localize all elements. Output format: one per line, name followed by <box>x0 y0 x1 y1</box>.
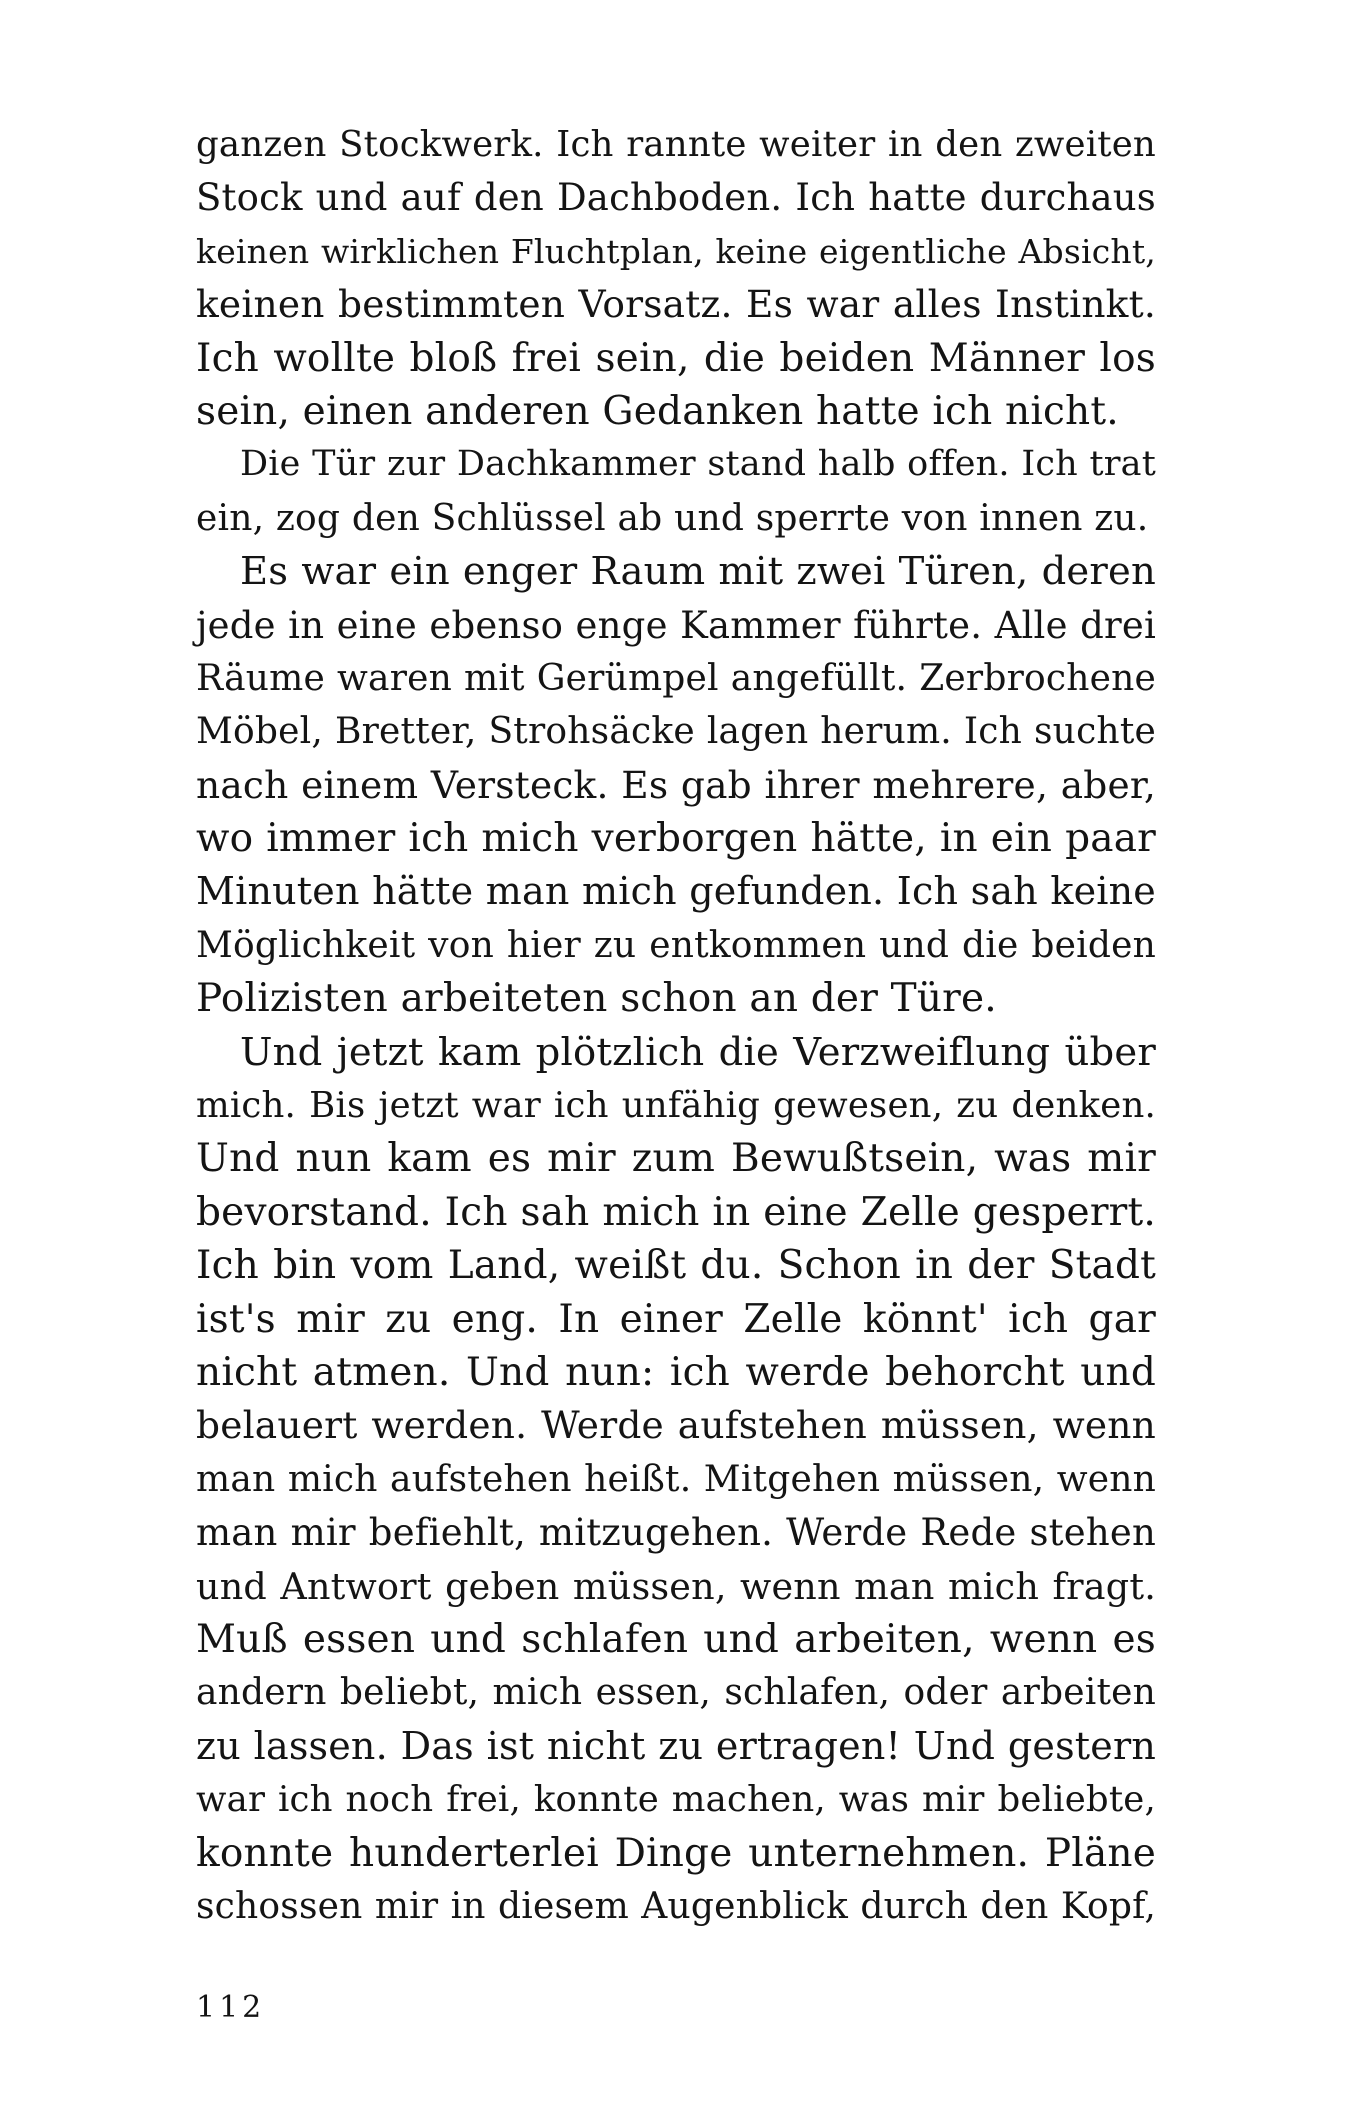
text-line: keinen wirklichen Fluchtplan, keine eigentliche Absicht, <box>196 231 1156 271</box>
text-line: war ich noch frei, konnte machen, was mir beliebte, <box>196 1779 1156 1821</box>
text-line: ist's mir zu eng. In einer Zelle könnt' ich gar <box>196 1296 1156 1342</box>
text-line: mich. Bis jetzt war ich unfähig gewesen, zu denken. <box>196 1085 1156 1127</box>
text-line: zu lassen. Das ist nicht zu ertragen! Und gestern <box>196 1723 1156 1768</box>
text-line: ein, zog den Schlüssel ab und sperrte von innen zu. <box>196 497 1149 539</box>
text-line: man mir befiehlt, mitzugehen. Werde Rede stehen <box>196 1511 1156 1555</box>
text-line: Und nun kam es mir zum Bewußtsein, was mir <box>196 1136 1156 1182</box>
text-line: Muß essen und schlafen und arbeiten, wenn es <box>196 1616 1156 1662</box>
text-line: und Antwort geben müssen, wenn man mich fragt. <box>196 1564 1156 1608</box>
text-line: man mich aufstehen heißt. Mitgehen müssen, wenn <box>196 1458 1156 1500</box>
text-line: Minuten hätte man mich gefunden. Ich sah keine <box>196 869 1156 914</box>
text-line: Die Tür zur Dachkammer stand halb offen. Ich trat <box>240 444 1156 485</box>
text-line: bevorstand. Ich sah mich in eine Zelle gesperrt. <box>196 1189 1156 1235</box>
text-line: Und jetzt kam plötzlich die Verzweiflung über <box>240 1029 1156 1075</box>
text-line: nach einem Versteck. Es gab ihrer mehrere, aber, <box>196 762 1156 807</box>
text-line: andern beliebt, mich essen, schlafen, oder arbeiten <box>196 1672 1156 1714</box>
text-line: jede in eine ebenso enge Kammer führte. Alle drei <box>196 603 1156 647</box>
text-line: Räume waren mit Gerümpel angefüllt. Zerbrochene <box>196 657 1156 699</box>
text-line: sein, einen anderen Gedanken hatte ich nicht. <box>196 388 1119 434</box>
text-line: ganzen Stockwerk. Ich rannte weiter in den zweiten <box>196 124 1156 165</box>
text-line: wo immer ich mich verborgen hätte, in ein paar <box>196 816 1156 862</box>
text-line: nicht atmen. Und nun: ich werde behorcht und <box>196 1349 1156 1395</box>
text-line: Stock und auf den Dachboden. Ich hatte durchaus <box>196 176 1156 220</box>
body-text <box>196 118 1156 1933</box>
text-line: konnte hunderterlei Dinge unternehmen. Pläne <box>196 1830 1156 1876</box>
text-line: Ich wollte bloß frei sein, die beiden Männer los <box>196 335 1156 381</box>
text-line: keinen bestimmten Vorsatz. Es war alles Instinkt. <box>196 282 1156 327</box>
page-number: 112 <box>196 1990 266 2025</box>
text-line: Es war ein enger Raum mit zwei Türen, deren <box>240 549 1156 595</box>
text-line: Polizisten arbeiteten schon an der Türe. <box>196 976 997 1022</box>
text-line: Möglichkeit von hier zu entkommen und die beiden <box>196 924 1156 966</box>
text-line: belauert werden. Werde aufstehen müssen, wenn <box>196 1403 1156 1448</box>
text-line: schossen mir in diesem Augenblick durch den Kopf, <box>196 1885 1156 1927</box>
text-line: Ich bin vom Land, weißt du. Schon in der Stadt <box>196 1243 1156 1289</box>
text-line: Möbel, Bretter, Strohsäcke lagen herum. Ich suchte <box>196 711 1156 753</box>
